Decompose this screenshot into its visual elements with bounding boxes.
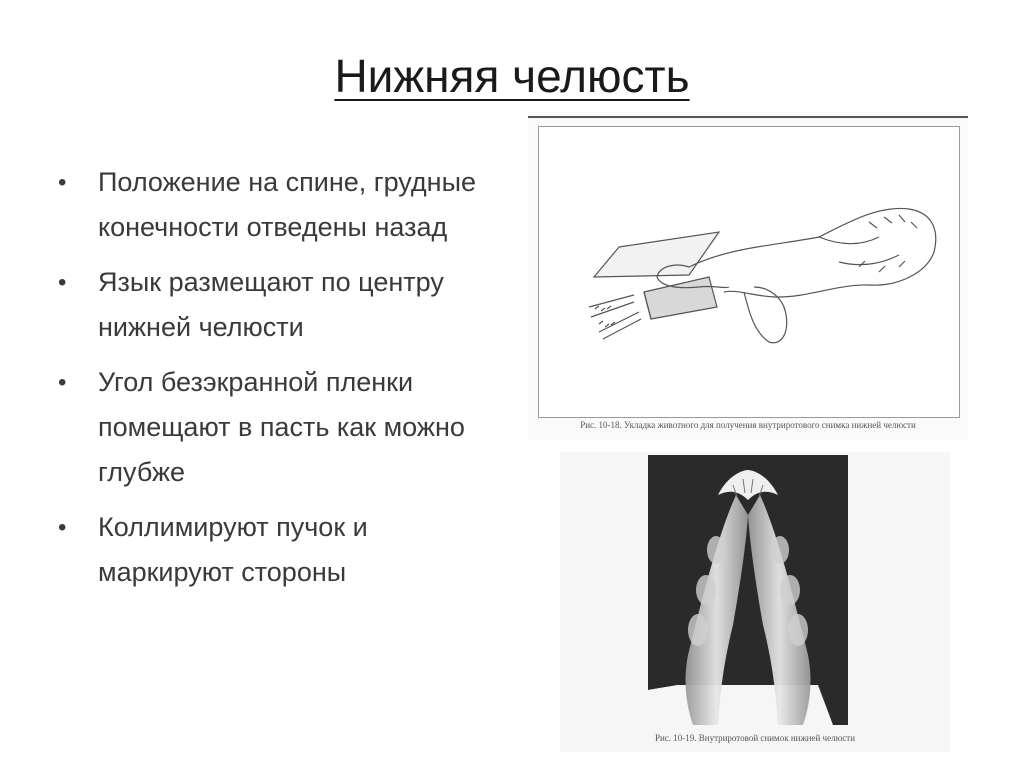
positioning-illustration-frame <box>538 126 960 418</box>
dog-ear <box>744 287 787 343</box>
slide-title <box>0 46 1024 106</box>
bullet-dot-icon: • <box>58 169 67 196</box>
bullet-list <box>58 160 498 605</box>
bullet-dot-icon: • <box>58 269 67 296</box>
positioning-caption: Рис. 10-18. Укладка животного для получения внутриротового снимка нижней челюсти <box>580 420 916 430</box>
film-cassette <box>594 232 719 277</box>
bullet-text: Коллимируют пучок и маркируют стороны <box>98 512 368 587</box>
positioning-illustration <box>539 127 959 417</box>
bullet-text: Положение на спине, грудные конечности отведены назад <box>98 167 476 242</box>
bullet-text: Угол безэкранной пленки помещают в пасть как можно глубже <box>98 367 465 487</box>
bullet-item <box>58 260 498 350</box>
positioning-figure <box>528 112 968 440</box>
radiograph-caption: Рис. 10-19. Внутриротовой снимок нижней челюсти <box>654 733 856 743</box>
bullet-text: Язык размещают по центру нижней челюсти <box>98 267 444 342</box>
dog-foreleg-right <box>599 312 641 339</box>
radiograph-image <box>648 455 848 725</box>
bullet-item <box>58 160 498 250</box>
bullet-item <box>58 360 498 495</box>
bullet-dot-icon: • <box>58 369 67 396</box>
dog-body <box>689 208 936 297</box>
foam-block <box>644 277 717 319</box>
slide-title-text: Нижняя челюсть <box>334 50 690 102</box>
figure-top-rule <box>528 116 968 118</box>
radiograph-figure <box>560 452 950 752</box>
bullet-item <box>58 505 498 595</box>
mandible-radiograph <box>648 455 848 725</box>
bullet-dot-icon: • <box>58 514 67 541</box>
dog-foreleg-left <box>589 295 634 317</box>
